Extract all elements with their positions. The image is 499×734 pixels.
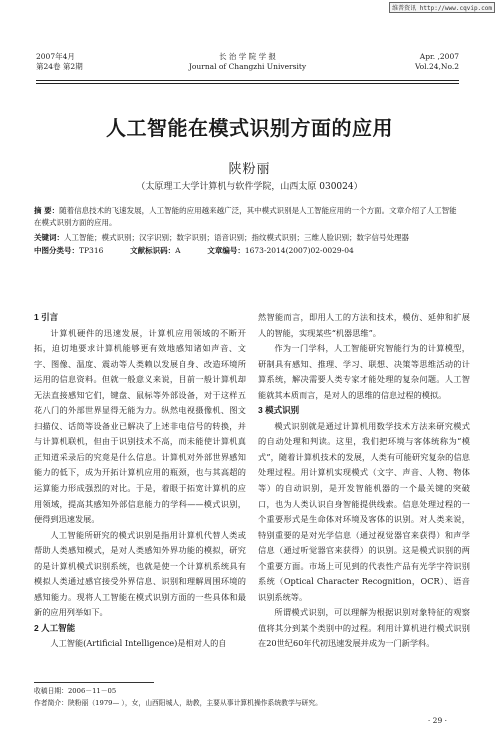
right-column bbox=[258, 310, 470, 652]
journal-name-en: Journal of Changzhi University bbox=[188, 62, 307, 71]
keywords bbox=[34, 232, 459, 244]
body-paragraph: 人工智能(Artificial Intelligence)是相对人的自 bbox=[50, 638, 227, 649]
header-rule-thick bbox=[36, 80, 459, 81]
footnote-received: 收稿日期：2006－11－05 bbox=[34, 687, 117, 695]
abstract bbox=[34, 205, 459, 229]
footnote-rule bbox=[34, 682, 154, 683]
footnote-author-bio: 作者简介：陕粉丽（1979— ），女，山西阳城人，助教，主要从事计算机操作系统教学与研究。 bbox=[34, 699, 322, 707]
header-issue-cn: 第24卷 第2期 bbox=[36, 62, 83, 71]
journal-name-cn: 长 治 学 院 学 报 bbox=[219, 52, 276, 61]
keywords-label: 关键词： bbox=[34, 233, 64, 242]
body-paragraph-continued: 然智能而言，即用人工的方法和技术，模仿、延伸和扩展人的智能，实现某些“机器思维”。 bbox=[258, 312, 470, 338]
classification-line bbox=[34, 245, 459, 257]
header-date-en: Apr. ,2007 bbox=[419, 52, 459, 61]
section-heading-ai: 2 人工智能 bbox=[34, 622, 76, 633]
author-affiliation: （太原理工大学计算机与软件学院，山西太原 030024） bbox=[136, 182, 363, 192]
article-no-label: 文章编号： bbox=[207, 246, 245, 255]
doc-code-label: 文献标识码： bbox=[130, 246, 176, 255]
body-paragraph: 所谓模式识别，可以理解为根据识别对象特征的观察值将其分到某个类别中的过程。利用计算机进行模式识别在20世纪60年代初迅速发展并成为一门新学科。 bbox=[258, 607, 470, 649]
header-center bbox=[36, 52, 459, 72]
body-paragraph: 人工智能所研究的模式识别是指用计算机代替人类或帮助人类感知模式，是对人类感知外界功能的模拟，研究的是计算机模式识别系统，也就是使一个计算机系统具有模拟人类通过感官接受外界信息、识别和理解周围环境的感知能力。现将人工智能在模式识别方面的一些具体和最新的应用列举如下。 bbox=[34, 529, 246, 618]
keywords-text: 人工智能；模式识别；汉字识别；数字识别；语音识别；指纹模式识别；三维人脸识别；数字信号处理器 bbox=[64, 233, 409, 242]
abstract-text: 随着信息技术的飞速发展，人工智能的应用越来越广泛，其中模式识别是人工智能应用的一个方面。文章介绍了人工智能在模式识别方面的应用。 bbox=[34, 206, 457, 227]
article-author: 陕粉丽 bbox=[228, 162, 271, 177]
article-no-value: 1673-2014(2007)02-0029-04 bbox=[244, 246, 354, 255]
clc-label: 中图分类号： bbox=[34, 246, 79, 255]
page-number: · 29 · bbox=[427, 716, 447, 725]
header-right bbox=[415, 52, 459, 72]
abstract-label: 摘 要： bbox=[34, 206, 60, 215]
journal-header bbox=[36, 52, 459, 80]
header-date-cn: 2007年4月 bbox=[36, 52, 75, 61]
body-paragraph: 计算机硬件的迅速发展，计算机应用领域的不断开拓，迫切地要求计算机能够更有效地感知诸如声音、文字、图像、温度、震动等人类赖以发展自身、改造环境所运用的信息资料。但就一般意义来说，目前一般计算机却无法直接感知它们，键盘、鼠标等外部设备，对于这样五花八门的外部世界显得无能为力。纵然电视摄像机、图文扫描仪、话筒等设备业已解决了上述非电信号的转换，并与计算机联机，但由于识别技术不高，而未能使计算机真正知道采录后的究竟是什么信息。计算机对外部世界感知能力的低下，成为开拓计算机应用的瓶颈，也与其高超的运算能力形成强烈的对比。于是，着眼于拓宽计算机的应用领域，提高其感知外部信息能力的学科——模式识别，便得到迅速发展。 bbox=[34, 327, 246, 525]
clc-value: TP316 bbox=[79, 246, 104, 255]
left-column bbox=[34, 310, 246, 652]
section-heading-introduction: 1 引言 bbox=[34, 312, 59, 322]
header-rule-thin bbox=[36, 83, 459, 84]
body-paragraph: 模式识别就是通过计算机用数学技术方法来研究模式的自动处理和判读。这里，我们把环境与客体统称为“模式”，随着计算机技术的发展，人类有可能研究复杂的信息处理过程。用计算机实现模式（文字、声音、人物、物体等）的自动识别，是开发智能机器的一个最关键的突破口，也为人类认识自身智能提供线索。信息处理过程的一个重要形式是生命体对环境及客体的识别。对人类来说，特别重要的是对光学信息（通过视觉器官来获得）和声学信息（通过听觉器官来获得）的识别。这是模式识别的两个重要方面。市场上可见到的代表性产品有光学字符识别系统（Optical Character Recognition，OCR）、语音识别系统等。 bbox=[258, 420, 470, 602]
watermark-stamp: 维普资讯 http://www.cqvip.com bbox=[389, 2, 495, 13]
body-paragraph: 作为一门学科，人工智能研究智能行为的计算模型，研制具有感知、推理、学习、联想、决策等思维活动的计算系统，解决需要人类专家才能处理的复杂问题。人工智能就其本质而言，是对人的思维的信息过程的模拟。 bbox=[258, 343, 470, 400]
doc-code-value: A bbox=[175, 246, 181, 255]
header-volume-en: Vol.24,No.2 bbox=[414, 62, 459, 71]
article-title: 人工智能在模式识别方面的应用 bbox=[106, 116, 393, 140]
section-heading-pattern-recognition: 3 模式识别 bbox=[258, 405, 300, 416]
